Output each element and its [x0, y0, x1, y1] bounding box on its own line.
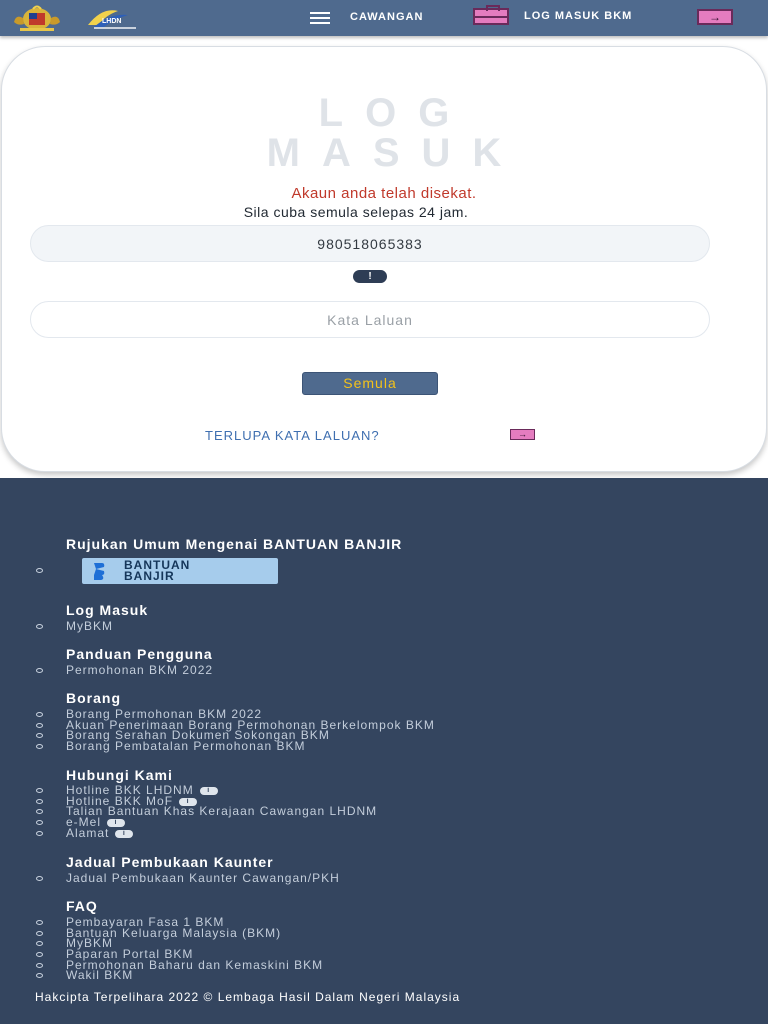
- footer-link-label: Wakil BKM: [66, 968, 134, 983]
- footer-link-label: Talian Bantuan Khas Kerajaan Cawangan LHDNM: [66, 804, 378, 819]
- footer-link-label: Borang Permohonan BKM 2022: [66, 707, 263, 721]
- footer-link-label: Bantuan Keluarga Malaysia (BKM): [66, 925, 282, 940]
- malaysia-crest-icon[interactable]: [10, 4, 64, 32]
- footer-link-label: Permohonan Baharu dan Kemaskini BKM: [66, 957, 324, 972]
- list-bullet: [36, 799, 43, 804]
- footer-link-label: Borang Pembatalan Permohonan BKM: [66, 739, 306, 754]
- list-bullet: [36, 952, 43, 957]
- footer-list-jadual: [36, 873, 340, 884]
- list-bullet: [36, 941, 43, 946]
- list-bullet: [36, 624, 43, 629]
- arrow-right-icon[interactable]: →: [510, 429, 535, 440]
- footer-link-label: Alamat: [66, 825, 110, 840]
- bantuan-banjir-banner[interactable]: [82, 558, 278, 584]
- info-icon[interactable]: i: [115, 830, 133, 838]
- list-bullet: [36, 831, 43, 836]
- footer-link-label: Hotline BKK MoF: [66, 793, 174, 808]
- briefcase-icon[interactable]: [473, 8, 509, 25]
- lhdn-logo-icon[interactable]: [84, 5, 142, 31]
- footer-link[interactable]: [36, 970, 323, 981]
- footer-heading-log-masuk: Log Masuk: [66, 602, 149, 618]
- footer-link[interactable]: [36, 665, 213, 676]
- login-title-line1: LOG: [318, 91, 472, 135]
- id-number-field[interactable]: [30, 225, 710, 262]
- banner-line1: BANTUAN: [124, 558, 191, 572]
- footer-link-label: MyBKM: [66, 936, 113, 951]
- list-bullet: [36, 809, 43, 814]
- list-bullet: [36, 820, 43, 825]
- hamburger-menu-button[interactable]: [310, 12, 330, 24]
- hamburger-line: [310, 22, 330, 24]
- list-bullet: [36, 920, 43, 925]
- reset-button[interactable]: Semula: [302, 372, 438, 395]
- bantuan-banjir-logo-icon: [92, 561, 106, 581]
- svg-text:LHDN: LHDN: [102, 18, 122, 25]
- footer-heading-rujukan: Rujukan Umum Mengenai BANTUAN BANJIR: [66, 536, 403, 552]
- info-icon[interactable]: i: [179, 798, 197, 806]
- list-bullet: [36, 733, 43, 738]
- footer-link-label: e-Mel: [66, 815, 102, 830]
- login-title-line2: MASUK: [266, 131, 524, 175]
- footer-list-panduan: [36, 665, 213, 676]
- top-navbar: [0, 0, 768, 36]
- footer-link-label: MyBKM: [66, 619, 113, 633]
- list-bullet: [36, 723, 43, 728]
- footer-link-label: Paparan Portal BKM: [66, 947, 194, 962]
- list-bullet: [36, 668, 43, 673]
- list-bullet: [36, 876, 43, 881]
- footer-link[interactable]: [36, 873, 340, 884]
- footer-list-borang: [36, 709, 435, 752]
- banner-text: [124, 560, 190, 582]
- footer-link-label: Borang Serahan Dokumen Sokongan BKM: [66, 728, 330, 743]
- footer-link-label: Permohonan BKM 2022: [66, 663, 214, 677]
- footer-heading-hubungi: Hubungi Kami: [66, 767, 173, 783]
- list-bullet: [36, 973, 43, 978]
- footer-link-label: Jadual Pembukaan Kaunter Cawangan/PKH: [66, 871, 340, 885]
- info-icon[interactable]: i: [107, 819, 125, 827]
- password-field[interactable]: [30, 301, 710, 338]
- list-bullet: [36, 788, 43, 793]
- footer-link-label: Hotline BKK LHDNM: [66, 783, 194, 797]
- nav-login-bkm-link[interactable]: LOG MASUK BKM: [524, 10, 633, 22]
- footer-list-hubungi: [36, 785, 377, 838]
- list-bullet: [36, 712, 43, 717]
- list-bullet: [36, 744, 43, 749]
- list-bullet: [36, 931, 43, 936]
- footer-link[interactable]: [36, 621, 113, 632]
- footer-heading-jadual: Jadual Pembukaan Kaunter: [66, 854, 274, 870]
- footer-link-label: Akuan Penerimaan Borang Permohonan Berkelompok BKM: [66, 717, 435, 732]
- footer-link[interactable]: [36, 825, 377, 840]
- hamburger-line: [310, 17, 330, 19]
- hamburger-line: [310, 12, 330, 14]
- footer-heading-panduan: Panduan Pengguna: [66, 646, 213, 662]
- footer-heading-borang: Borang: [66, 690, 121, 706]
- list-bullet: [36, 568, 43, 573]
- footer-list-faq: [36, 917, 323, 981]
- account-blocked-message: Akaun anda telah disekat.: [291, 185, 477, 202]
- site-footer: [0, 478, 768, 1024]
- warning-icon: !: [353, 270, 387, 283]
- forgot-password-link[interactable]: TERLUPA KATA LALUAN?: [205, 428, 380, 443]
- nav-cawangan-link[interactable]: CAWANGAN: [350, 11, 424, 23]
- copyright-text: Hakcipta Terpelihara 2022 © Lembaga Hasil Dalam Negeri Malaysia: [35, 990, 461, 1004]
- footer-list-log-masuk: [36, 621, 113, 632]
- footer-link[interactable]: [36, 741, 435, 752]
- footer-heading-faq: FAQ: [66, 898, 98, 914]
- footer-link-label: Pembayaran Fasa 1 BKM: [66, 915, 225, 929]
- arrow-right-icon[interactable]: →: [697, 9, 733, 25]
- banner-line2: BANJIR: [124, 569, 175, 583]
- info-icon[interactable]: i: [200, 787, 218, 795]
- retry-message: Sila cuba semula selepas 24 jam.: [243, 204, 469, 220]
- list-bullet: [36, 963, 43, 968]
